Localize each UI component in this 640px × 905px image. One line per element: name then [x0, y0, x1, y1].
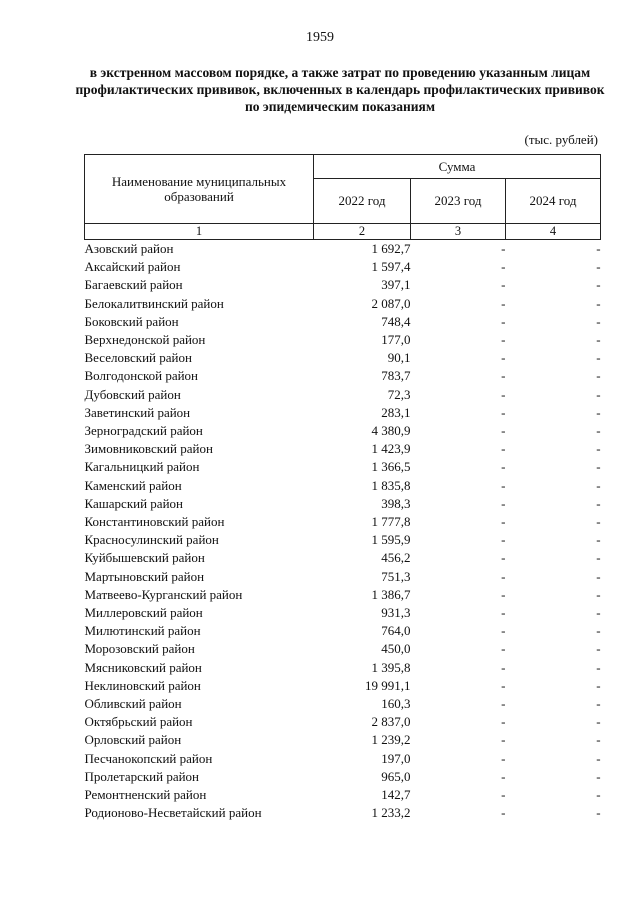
table-row: [85, 804, 601, 822]
table-row: [85, 495, 601, 513]
value-2024: -: [596, 623, 601, 639]
value-2023: -: [501, 750, 506, 766]
value-2023: -: [501, 532, 506, 548]
municipality-name: Верхнедонской район: [84, 332, 206, 348]
table-row: [85, 313, 601, 331]
municipality-name: Азовский район: [84, 241, 174, 256]
value-2024: -: [596, 732, 601, 748]
municipality-name: Матвеево-Курганский район: [84, 586, 243, 602]
table-body: [85, 240, 601, 823]
value-2024: -: [596, 586, 601, 602]
value-2022: 751,3: [381, 568, 411, 584]
value-2024: -: [596, 514, 601, 530]
value-2022: 450,0: [381, 641, 411, 657]
table-row: [85, 240, 601, 259]
value-2022: 456,2: [381, 550, 411, 566]
value-2022: 90,1: [387, 350, 411, 366]
value-2022: 1 777,8: [371, 514, 411, 530]
value-2022: 1 835,8: [371, 477, 411, 493]
value-2023: -: [501, 259, 506, 275]
value-2023: -: [501, 441, 506, 457]
value-2023: -: [501, 805, 506, 821]
table-row: [85, 458, 601, 476]
municipality-name: Веселовский район: [84, 350, 192, 366]
table-row: [85, 477, 601, 495]
municipality-name: Белокалитвинский район: [84, 295, 224, 311]
value-2024: -: [596, 332, 601, 348]
column-number-1: 1: [85, 224, 314, 240]
municipality-name: Красносулинский район: [84, 532, 219, 548]
municipality-name: Мартыновский район: [84, 568, 205, 584]
value-2022: 1 239,2: [371, 732, 411, 748]
municipality-name: Каменский район: [84, 477, 182, 493]
municipality-name: Пролетарский район: [84, 768, 200, 784]
value-2024: -: [596, 768, 601, 784]
value-2022: 1 597,4: [371, 259, 411, 275]
value-2024: -: [596, 259, 601, 275]
value-2023: -: [501, 277, 506, 293]
header-sum: Сумма: [314, 155, 601, 179]
municipality-name: Волгодонской район: [84, 368, 199, 384]
value-2023: -: [501, 423, 506, 439]
document-heading: в экстренном массовом порядке, а также затрат по проведению указанным лицам профилактических прививок, включенных в календарь профилактических прививок по эпидемическим показаниям: [75, 65, 605, 114]
value-2023: -: [501, 568, 506, 584]
value-2024: -: [596, 677, 601, 693]
value-2022: 965,0: [381, 768, 411, 784]
value-2023: -: [501, 550, 506, 566]
value-2023: -: [501, 659, 506, 675]
value-2023: -: [501, 332, 506, 348]
municipality-name: Кагальницкий район: [84, 459, 200, 475]
value-2023: -: [501, 477, 506, 493]
value-2022: 177,0: [381, 332, 411, 348]
value-2024: -: [596, 423, 601, 439]
table-row: [85, 659, 601, 677]
value-2023: -: [501, 404, 506, 420]
table-row: [85, 531, 601, 549]
municipality-name: Милютинский район: [84, 623, 201, 639]
table-row: [85, 513, 601, 531]
value-2023: -: [501, 295, 506, 311]
value-2023: -: [501, 677, 506, 693]
table-row: [85, 568, 601, 586]
table-row: [85, 404, 601, 422]
value-2023: -: [501, 787, 506, 803]
units-label: (тыс. рублей): [524, 132, 598, 147]
value-2023: -: [501, 495, 506, 511]
value-2022: 283,1: [381, 404, 411, 420]
table-row: [85, 622, 601, 640]
municipality-name: Боковский район: [84, 313, 179, 329]
value-2022: 1 692,7: [371, 241, 411, 256]
value-2022: 197,0: [381, 750, 411, 766]
value-2024: -: [596, 495, 601, 511]
value-2024: -: [596, 368, 601, 384]
value-2024: -: [596, 550, 601, 566]
municipality-name: Миллеровский район: [84, 605, 203, 621]
value-2022: 1 423,9: [371, 441, 411, 457]
value-2022: 764,0: [381, 623, 411, 639]
value-2022: 4 380,9: [371, 423, 411, 439]
value-2024: -: [596, 404, 601, 420]
table-row: [85, 331, 601, 349]
value-2024: -: [596, 532, 601, 548]
table-header: [85, 155, 601, 240]
table-row: [85, 295, 601, 313]
municipality-name: Багаевский район: [84, 277, 183, 293]
value-2024: -: [596, 805, 601, 821]
table-row: [85, 750, 601, 768]
municipality-name: Ремонтненский район: [84, 787, 207, 803]
municipality-name: Зимовниковский район: [84, 441, 213, 457]
municipality-name: Кашарский район: [84, 495, 183, 511]
value-2024: -: [596, 386, 601, 402]
value-2022: 142,7: [381, 787, 411, 803]
table-row: [85, 386, 601, 404]
value-2023: -: [501, 623, 506, 639]
header-municipality: Наименование муниципальных образований: [85, 155, 314, 224]
value-2024: -: [596, 696, 601, 712]
value-2024: -: [596, 295, 601, 311]
table-row: [85, 440, 601, 458]
table-row: [85, 367, 601, 385]
value-2023: -: [501, 586, 506, 602]
value-2024: -: [596, 787, 601, 803]
table-row: [85, 640, 601, 658]
value-2022: 398,3: [381, 495, 411, 511]
value-2024: -: [596, 277, 601, 293]
value-2022: 748,4: [381, 313, 411, 329]
value-2024: -: [596, 441, 601, 457]
header-year-2023: 2023 год: [411, 179, 506, 224]
value-2022: 1 386,7: [371, 586, 411, 602]
municipality-name: Песчанокопский район: [84, 750, 213, 766]
value-2023: -: [501, 514, 506, 530]
value-2024: -: [596, 477, 601, 493]
value-2023: -: [501, 768, 506, 784]
value-2023: -: [501, 641, 506, 657]
value-2024: -: [596, 641, 601, 657]
municipality-name: Октябрьский район: [84, 714, 193, 730]
value-2022: 19 991,1: [365, 677, 411, 693]
table-row: [85, 731, 601, 749]
table-row: [85, 276, 601, 294]
value-2022: 397,1: [381, 277, 411, 293]
value-2023: -: [501, 368, 506, 384]
municipality-name: Дубовский район: [84, 386, 181, 402]
page-number: 1959: [306, 30, 334, 45]
table-row: [85, 786, 601, 804]
value-2023: -: [501, 732, 506, 748]
value-2023: -: [501, 714, 506, 730]
value-2024: -: [596, 459, 601, 475]
value-2022: 1 366,5: [371, 459, 411, 475]
value-2022: 1 595,9: [371, 532, 411, 548]
column-number-2: 2: [314, 224, 411, 240]
value-2024: -: [596, 605, 601, 621]
value-2023: -: [501, 241, 506, 256]
municipality-name: Заветинский район: [84, 404, 191, 420]
value-2022: 1 395,8: [371, 659, 411, 675]
header-year-2022: 2022 год: [314, 179, 411, 224]
header-year-2024: 2024 год: [506, 179, 601, 224]
value-2022: 160,3: [381, 696, 411, 712]
value-2022: 2 837,0: [371, 714, 411, 730]
value-2023: -: [501, 386, 506, 402]
municipality-name: Неклиновский район: [84, 677, 201, 693]
table-row: [85, 604, 601, 622]
table-row: [85, 549, 601, 567]
municipality-name: Родионово-Несветайский район: [84, 805, 262, 821]
value-2024: -: [596, 750, 601, 766]
value-2024: -: [596, 350, 601, 366]
value-2024: -: [596, 659, 601, 675]
value-2024: -: [596, 313, 601, 329]
value-2023: -: [501, 696, 506, 712]
municipality-name: Константиновский район: [84, 514, 225, 530]
value-2023: -: [501, 350, 506, 366]
table-row: [85, 713, 601, 731]
value-2023: -: [501, 459, 506, 475]
municipality-name: Куйбышевский район: [84, 550, 205, 566]
municipality-name: Мясниковский район: [84, 659, 202, 675]
table-row: [85, 422, 601, 440]
value-2023: -: [501, 605, 506, 621]
table-row: [85, 677, 601, 695]
column-number-4: 4: [506, 224, 601, 240]
table-row: [85, 586, 601, 604]
municipality-name: Зерноградский район: [84, 423, 203, 439]
value-2022: 72,3: [387, 386, 411, 402]
value-2024: -: [596, 241, 601, 256]
column-number-3: 3: [411, 224, 506, 240]
table-row: [85, 258, 601, 276]
municipality-name: Морозовский район: [84, 641, 195, 657]
table-row: [85, 768, 601, 786]
value-2022: 2 087,0: [371, 295, 411, 311]
value-2022: 931,3: [381, 605, 411, 621]
table-row: [85, 695, 601, 713]
municipality-name: Обливский район: [84, 696, 182, 712]
value-2024: -: [596, 714, 601, 730]
budget-table: [84, 154, 601, 823]
municipality-name: Аксайский район: [84, 259, 181, 275]
value-2022: 783,7: [381, 368, 411, 384]
value-2023: -: [501, 313, 506, 329]
municipality-name: Орловский район: [84, 732, 182, 748]
table-row: [85, 349, 601, 367]
value-2022: 1 233,2: [371, 805, 411, 821]
value-2024: -: [596, 568, 601, 584]
